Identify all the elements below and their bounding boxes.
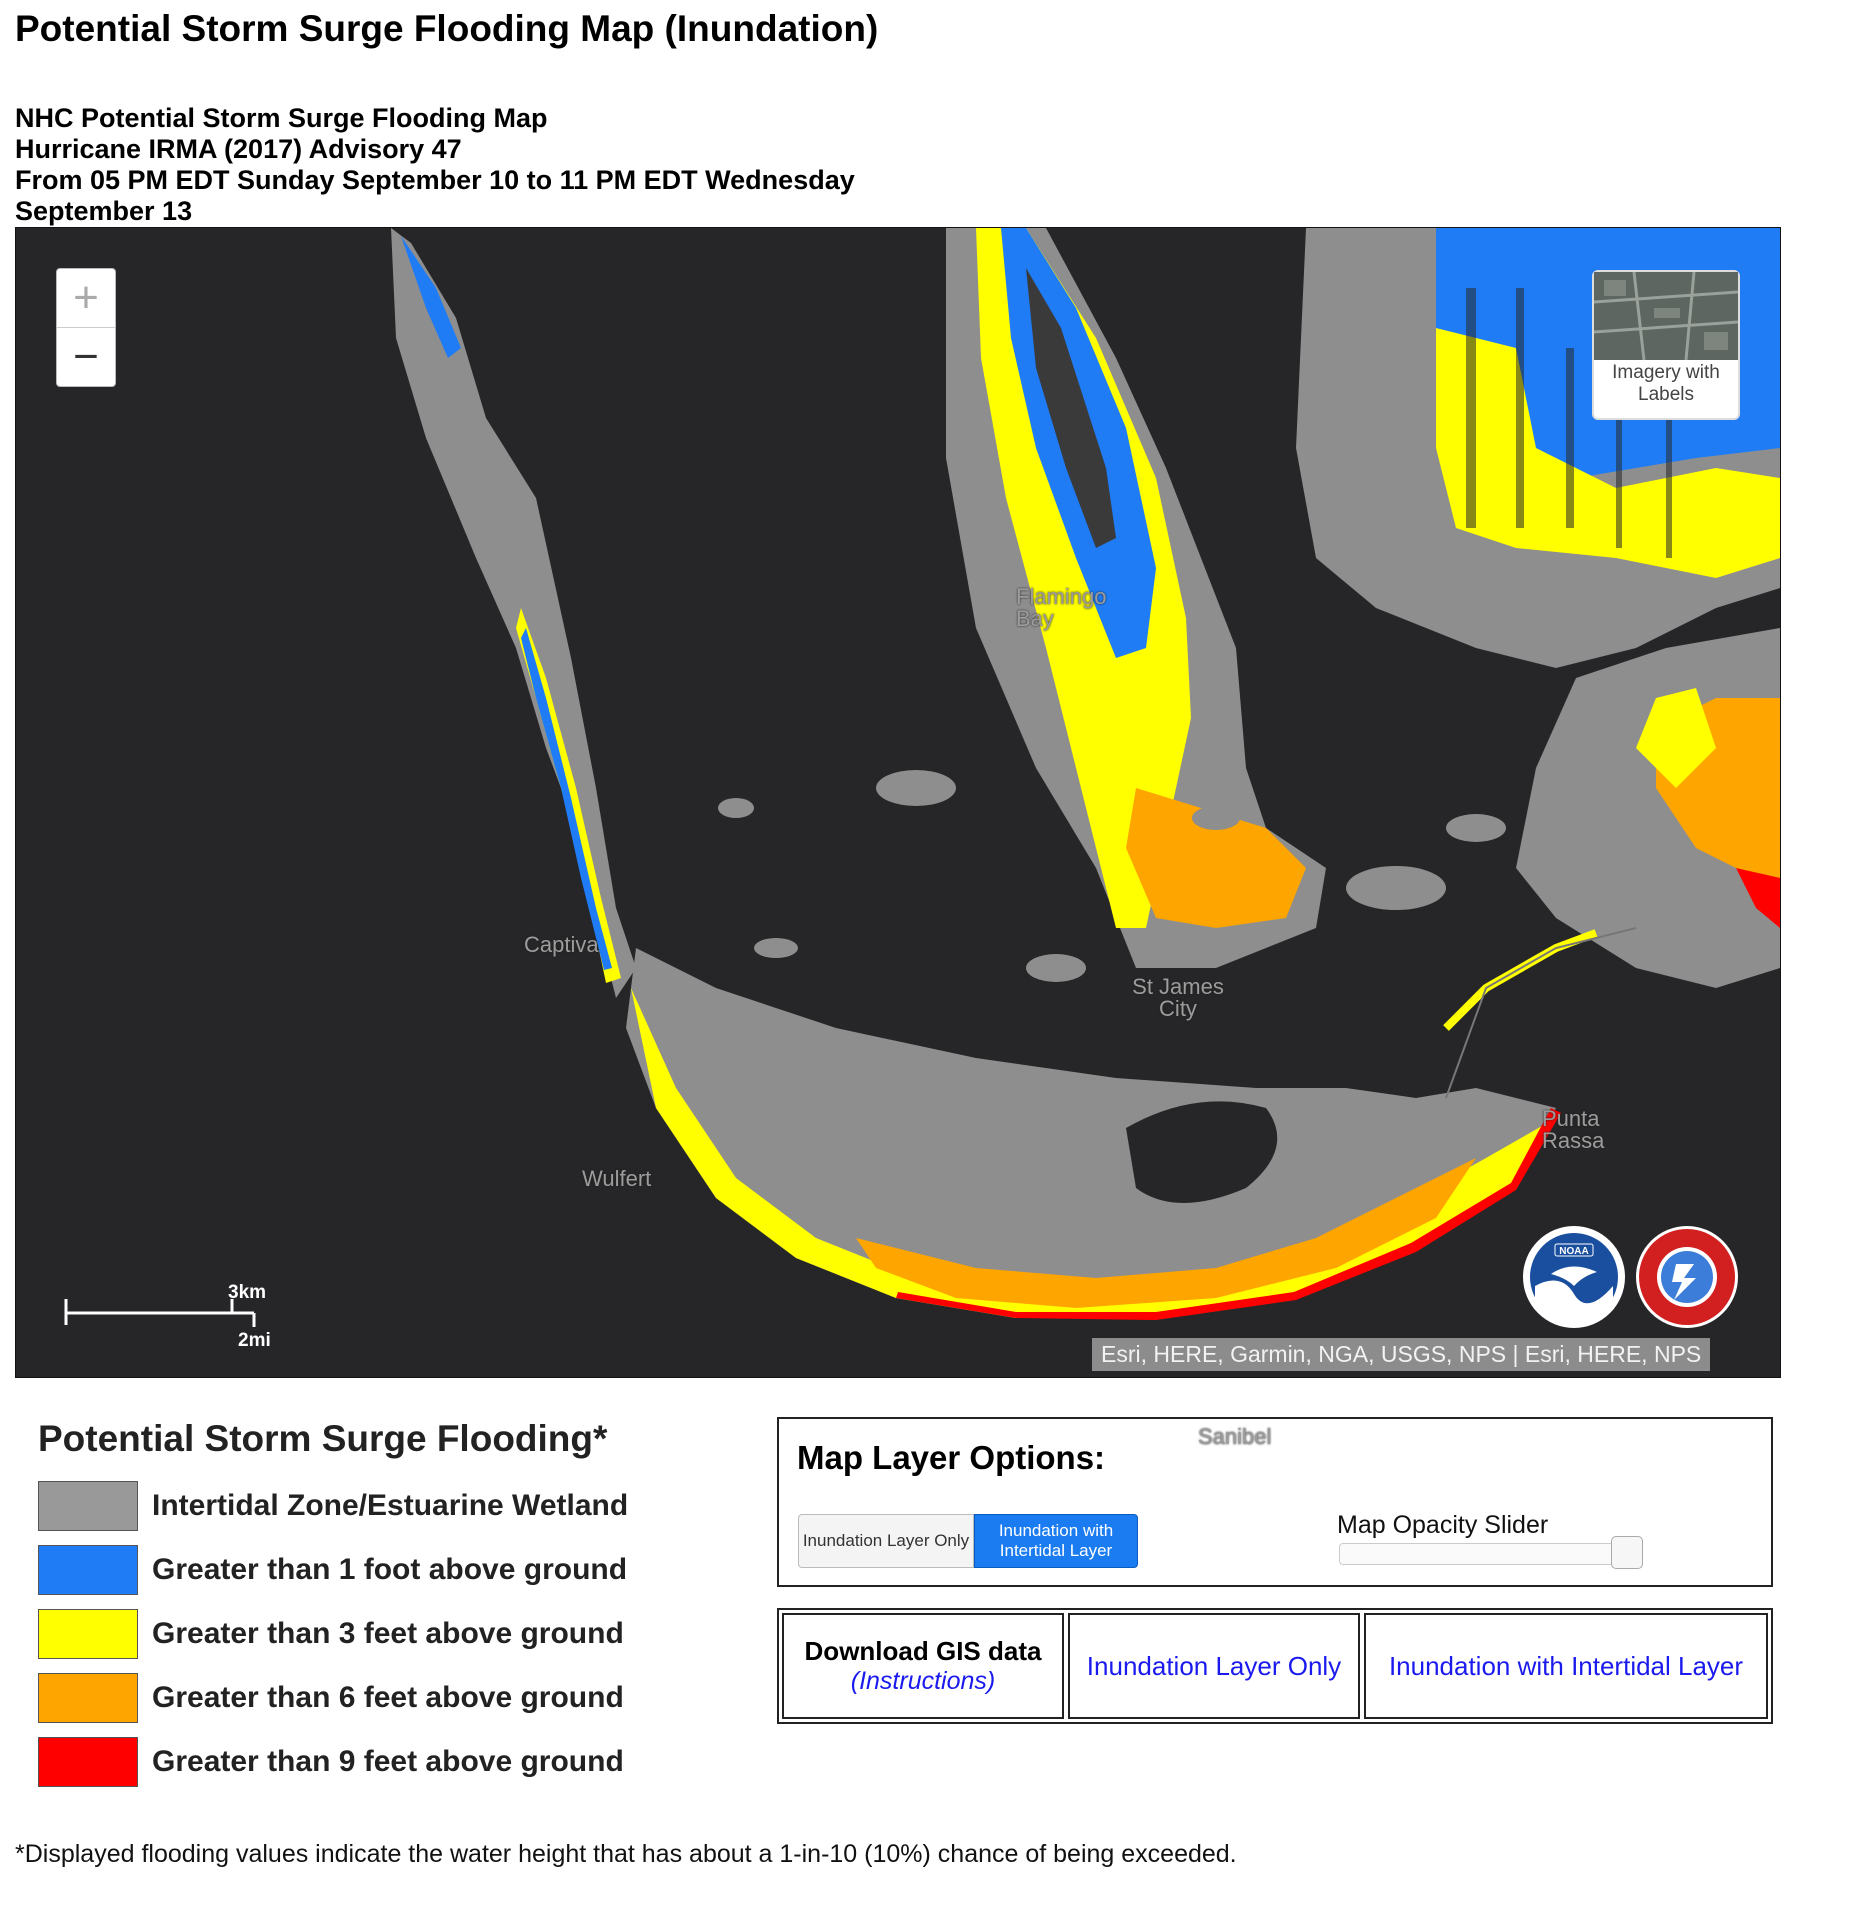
- opacity-slider-handle[interactable]: [1611, 1536, 1643, 1569]
- download-inundation-intertidal-link[interactable]: Inundation with Intertidal Layer: [1388, 1650, 1744, 1681]
- place-label-sanibel: Sanibel: [1198, 1424, 1272, 1449]
- place-label-captiva: Captiva: [524, 932, 599, 957]
- legend-swatch: [38, 1609, 138, 1659]
- gis-download-table: [777, 1608, 1773, 1724]
- gis-download-header: Download GIS data: [804, 1636, 1042, 1666]
- bay-island: [876, 770, 956, 806]
- gis-download-header-cell: [782, 1613, 1064, 1719]
- layer-toggle: [798, 1514, 1138, 1568]
- legend-label: Greater than 6 feet above ground: [152, 1681, 624, 1714]
- inundation-intertidal-toggle[interactable]: Inundation with Intertidal Layer: [974, 1514, 1138, 1568]
- nws-logo: [1634, 1224, 1740, 1330]
- sanibel-causeway: [1446, 933, 1596, 1028]
- legend-item: [38, 1736, 624, 1788]
- scale-mi-label: 2mi: [238, 1330, 271, 1351]
- gis-link-cell: [1068, 1613, 1360, 1719]
- opacity-slider-track[interactable]: [1339, 1543, 1639, 1565]
- legend-swatch: [38, 1545, 138, 1595]
- map-attribution: Esri, HERE, Garmin, NGA, USGS, NPS | Esri, HERE, NPS: [1092, 1338, 1710, 1371]
- legend-item: [38, 1480, 628, 1532]
- legend-item: [38, 1608, 624, 1660]
- captiva-land: [391, 228, 636, 998]
- sanibel-land: [626, 948, 1556, 1318]
- legend-swatch: [38, 1481, 138, 1531]
- options-title: Map Layer Options:: [797, 1439, 1106, 1476]
- subtitle-line: From 05 PM EDT Sunday September 10 to 11 PM EDT Wednesday: [15, 165, 855, 195]
- map-layer-options: [777, 1417, 1773, 1587]
- bay-island: [1446, 814, 1506, 842]
- page-title: Potential Storm Surge Flooding Map (Inundation): [15, 8, 879, 49]
- opacity-slider-label: Map Opacity Slider: [1337, 1511, 1549, 1539]
- bay-island: [1192, 806, 1240, 830]
- gis-link-cell: [1364, 1613, 1768, 1719]
- legend-swatch: [38, 1737, 138, 1787]
- place-label-st-james-city: St James City: [1132, 974, 1224, 1021]
- legend-label: Greater than 3 feet above ground: [152, 1617, 624, 1650]
- subtitle-line: NHC Potential Storm Surge Flooding Map: [15, 103, 548, 133]
- legend-item: [38, 1544, 627, 1596]
- map-canvas[interactable]: [16, 228, 1780, 1377]
- place-label-punta-rassa: Punta Rassa: [1542, 1106, 1605, 1153]
- legend-label: Intertidal Zone/Estuarine Wetland: [152, 1489, 629, 1522]
- bay-island: [1346, 866, 1446, 910]
- scale-km-label: 3km: [228, 1282, 267, 1303]
- place-label-flamingo-bay: Flamingo Bay: [1016, 584, 1107, 631]
- inundation-only-toggle[interactable]: Inundation Layer Only: [798, 1514, 974, 1568]
- zoom-control: [56, 268, 116, 387]
- zoom-in-button[interactable]: +: [57, 269, 115, 328]
- basemap-label: Imagery with Labels: [1612, 362, 1720, 405]
- noaa-logo: [1521, 1224, 1627, 1330]
- basemap-toggle[interactable]: [1592, 270, 1740, 420]
- legend-label: Greater than 1 foot above ground: [152, 1553, 628, 1586]
- download-inundation-only-link[interactable]: Inundation Layer Only: [1086, 1650, 1342, 1681]
- place-label-wulfert: Wulfert: [582, 1166, 652, 1191]
- footnote: *Displayed flooding values indicate the water height that has about a 1-in-10 (10%) chance of being exceeded.: [15, 1840, 1237, 1868]
- svg-text:NOAA: NOAA: [1559, 1246, 1589, 1257]
- bay-island: [1026, 954, 1086, 982]
- bay-island: [718, 798, 754, 818]
- zoom-out-button[interactable]: −: [73, 332, 99, 381]
- legend-label: Greater than 9 feet above ground: [152, 1745, 624, 1778]
- legend-title: Potential Storm Surge Flooding*: [38, 1418, 608, 1459]
- map-subtitle: [15, 103, 895, 227]
- basemap-thumbnail: [1594, 272, 1738, 360]
- gis-instructions-link[interactable]: (Instructions): [850, 1667, 996, 1695]
- legend-item: [38, 1672, 624, 1724]
- subtitle-line: September 13: [15, 196, 193, 226]
- bay-island: [754, 938, 798, 958]
- subtitle-line: Hurricane IRMA (2017) Advisory 47: [15, 134, 462, 164]
- legend-swatch: [38, 1673, 138, 1723]
